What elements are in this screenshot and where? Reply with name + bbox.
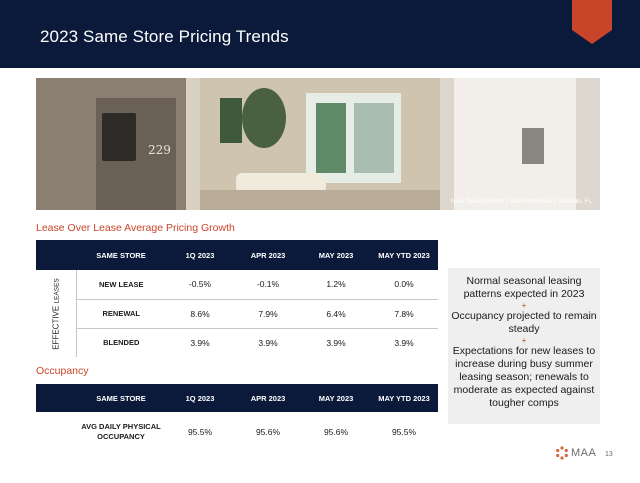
table-cell: 95.6% xyxy=(255,427,281,437)
table-cell: 95.6% xyxy=(323,427,349,437)
table-cell: 6.4% xyxy=(302,299,370,328)
photo-caption: New Development | MAA Robinson | Orlando, FL xyxy=(450,198,592,205)
row-label: BLENDED xyxy=(103,338,140,348)
outlook-item: Occupancy projected to remain steady xyxy=(451,310,597,335)
header-bar xyxy=(0,0,640,68)
lease-growth-heading: Lease Over Lease Average Pricing Growth xyxy=(36,222,235,234)
table-cell: -0.1% xyxy=(234,270,302,299)
table-cell: 3.9% xyxy=(190,337,210,348)
table-cell: 1.2% xyxy=(302,270,370,299)
table-cell: 95.5% xyxy=(391,427,417,437)
blank-cell xyxy=(36,412,76,452)
col-header: MAY 2023 xyxy=(302,384,370,412)
col-header: APR 2023 xyxy=(234,384,302,412)
col-header: SAME STORE xyxy=(76,240,166,270)
table-cell: 95.5% xyxy=(187,427,213,437)
table-row xyxy=(36,328,438,357)
row-label: AVG DAILY PHYSICAL OCCUPANCY xyxy=(81,422,161,441)
outlook-box xyxy=(448,268,600,424)
plus-separator: + xyxy=(521,301,527,310)
effective-leases-label: EFFECTIVE LEASES xyxy=(36,270,76,357)
col-header: APR 2023 xyxy=(234,240,302,270)
col-header: MAY YTD 2023 xyxy=(370,384,438,412)
row-label: NEW LEASE xyxy=(76,270,166,299)
hero-photo xyxy=(36,78,600,210)
table-cell: 3.9% xyxy=(394,337,414,348)
outlook-item: Normal seasonal leasing patterns expected in 2023 xyxy=(463,275,585,300)
plus-separator: + xyxy=(521,336,527,345)
table-cell: 7.9% xyxy=(234,299,302,328)
table-cell: 7.8% xyxy=(370,299,438,328)
table-row xyxy=(36,270,438,299)
table-cell: 3.9% xyxy=(326,337,346,348)
logo-text: MAA xyxy=(571,447,597,459)
maa-logo-icon xyxy=(555,446,569,460)
table-cell: 0.0% xyxy=(370,270,438,299)
brand-chevron-icon xyxy=(572,0,612,44)
maa-logo xyxy=(555,446,596,460)
occupancy-heading: Occupancy xyxy=(36,365,89,377)
col-header: 1Q 2023 xyxy=(166,240,234,270)
unit-number: 229 xyxy=(148,143,171,157)
col-header: SAME STORE xyxy=(76,384,166,412)
outlook-item: Expectations for new leases to increase during busy summer leasing season; renewals to moderate as expected against tougher comps xyxy=(452,345,596,409)
page-number: 13 xyxy=(605,451,613,458)
col-header: MAY 2023 xyxy=(302,240,370,270)
apartment-interior-image xyxy=(36,78,600,210)
table-cell: 3.9% xyxy=(258,337,278,348)
table-cell: 8.6% xyxy=(166,299,234,328)
row-label: RENEWAL xyxy=(76,299,166,328)
occupancy-table xyxy=(36,384,438,452)
table-corner xyxy=(36,384,76,412)
col-header: MAY YTD 2023 xyxy=(370,240,438,270)
table-row xyxy=(36,412,438,452)
table-cell: -0.5% xyxy=(166,270,234,299)
col-header: 1Q 2023 xyxy=(166,384,234,412)
table-corner xyxy=(36,240,76,270)
page-title: 2023 Same Store Pricing Trends xyxy=(40,27,289,46)
lease-pricing-table xyxy=(36,240,438,357)
table-row xyxy=(36,299,438,328)
